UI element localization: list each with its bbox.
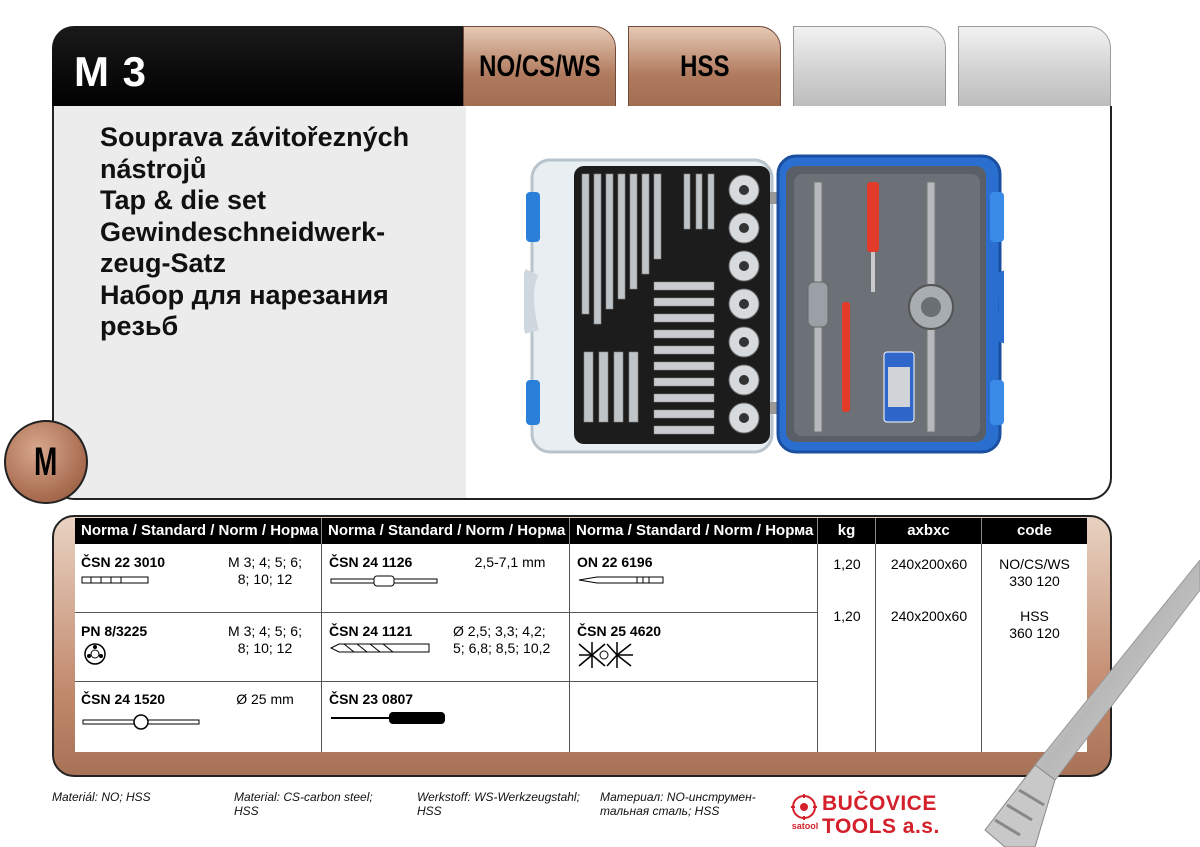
product-code-tab <box>52 26 467 108</box>
die-icon <box>83 642 107 666</box>
norm-code: ČSN 24 1126 <box>329 554 413 570</box>
norm-spec: M 3; 4; 5; 6; 8; 10; 12 <box>228 554 302 587</box>
tap-decoration-image <box>975 560 1200 847</box>
dimensions-value: 240x200x60 <box>890 608 968 624</box>
title-line: Tap & die set <box>100 185 267 215</box>
product-titles <box>100 122 409 343</box>
header-norma-2: Norma / Standard / Norm / Норма <box>322 518 570 544</box>
logo-small-text: satool <box>791 821 819 831</box>
norm-spec: Ø 25 mm <box>236 691 294 707</box>
title-line: zeug-Satz <box>100 248 227 278</box>
weight-value: 1,20 <box>833 608 861 624</box>
tab-no-cs-ws[interactable]: NO/CS/WS <box>463 26 616 108</box>
norm-code: ČSN 25 4620 <box>577 623 662 639</box>
material-note: Material: CS-carbon steel; HSS <box>234 790 373 818</box>
company-name: BUČOVICE TOOLS a.s. <box>822 792 940 838</box>
thread-gauge-icon <box>577 640 637 670</box>
tap-icon <box>81 574 151 586</box>
norm-code: ČSN 24 1520 <box>81 691 166 707</box>
drill-icon <box>329 642 433 654</box>
table-cell <box>570 682 818 752</box>
material-note: Материал: NO-инструмен- тальная сталь; HSS <box>600 790 756 818</box>
order-code-variant: HSS <box>1020 608 1049 624</box>
tab-empty-2 <box>958 26 1111 108</box>
header-norma-3: Norma / Standard / Norm / Норма <box>570 518 818 544</box>
material-note: Werkstoff: WS-Werkzeugstahl; HSS <box>417 790 580 818</box>
punch-icon <box>577 574 667 586</box>
spec-table-header <box>75 518 1087 544</box>
title-area <box>54 106 466 498</box>
norm-code: ČSN 24 1121 <box>329 623 413 639</box>
die-holder-icon <box>81 714 201 730</box>
tab-empty-1 <box>793 26 946 108</box>
table-cell <box>818 544 876 752</box>
header-kg: kg <box>818 518 876 544</box>
title-line: Набор для нарезания <box>100 279 389 310</box>
norm-code: ČSN 22 3010 <box>81 554 166 570</box>
tool-case-image <box>524 152 1004 457</box>
order-code-number: 330 120 <box>1009 573 1060 589</box>
title-line: Gewindeschneidwerk- <box>100 216 386 247</box>
header-code: code <box>1016 522 1052 539</box>
title-line: nástrojů <box>100 153 207 184</box>
title-line: резьб <box>100 311 179 341</box>
norm-code: PN 8/3225 <box>81 623 148 639</box>
company-logo <box>788 793 820 838</box>
product-code: M 3 <box>74 48 148 95</box>
material-note: Materiál: NO; HSS <box>52 790 151 804</box>
header-dims: axbxc <box>876 518 982 544</box>
tap-wrench-icon <box>329 574 439 588</box>
norm-spec: 2,5-7,1 mm <box>474 554 546 570</box>
screwdriver-icon <box>329 709 447 727</box>
tab-hss[interactable]: HSS <box>628 26 781 108</box>
table-cell <box>876 544 982 752</box>
norm-code: ON 22 6196 <box>577 554 653 570</box>
order-code-number: 360 120 <box>1009 625 1060 641</box>
dimensions-value: 240x200x60 <box>890 556 968 572</box>
spec-table-body <box>75 544 1087 752</box>
title-line: Souprava závitořezných <box>100 122 410 152</box>
norm-code: ČSN 23 0807 <box>329 691 414 707</box>
norm-spec: M 3; 4; 5; 6; 8; 10; 12 <box>228 623 302 656</box>
category-marker: M <box>4 420 88 504</box>
header-norma-1: Norma / Standard / Norm / Норма <box>75 518 322 544</box>
norm-spec: Ø 2,5; 3,3; 4,2; 5; 6,8; 8,5; 10,2 <box>453 623 551 656</box>
weight-value: 1,20 <box>833 556 861 572</box>
order-code-variant: NO/CS/WS <box>999 556 1070 572</box>
